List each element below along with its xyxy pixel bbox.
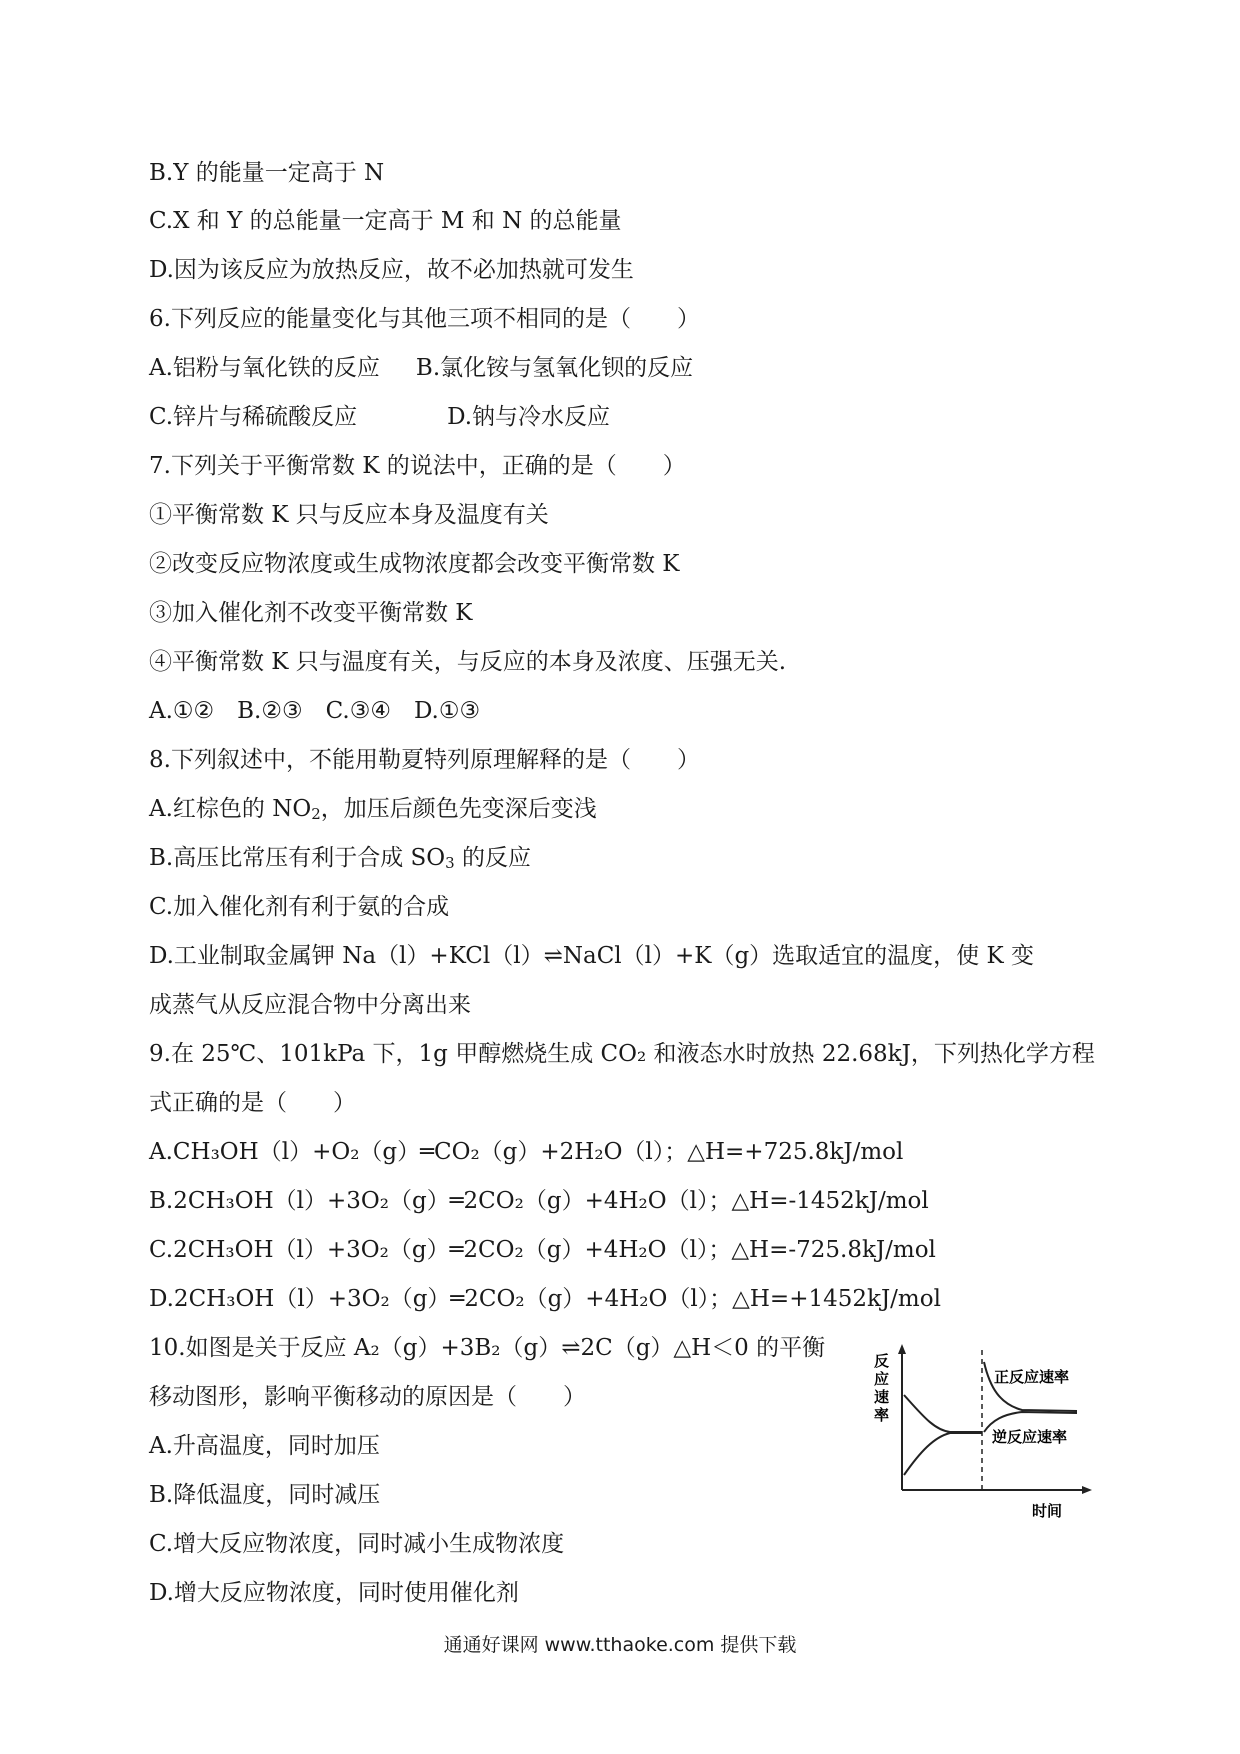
q6-option-a: A.铝粉与氧化铁的反应 <box>149 355 380 381</box>
q6-option-b: B.氯化铵与氢氧化钡的反应 <box>415 355 694 381</box>
q8-option-b <box>149 843 531 873</box>
q6-stem: 6.下列反应的能量变化与其他三项不相同的是（ ） <box>149 306 700 332</box>
q7-statement-2: ②改变反应物浓度或生成物浓度都会改变平衡常数 K <box>149 551 680 577</box>
q9-stem-line1: 9.在 25℃、101kPa 下，1g 甲醇燃烧生成 CO₂ 和液态水时放热 22.68kJ，下列热化学方程 <box>149 1041 1095 1067</box>
q9-stem-line2: 式正确的是（ ） <box>149 1090 356 1116</box>
reverse-rate-curve-before <box>904 1433 982 1475</box>
q7-statement-1: ①平衡常数 K 只与反应本身及温度有关 <box>149 502 549 528</box>
y-axis-arrow <box>898 1344 906 1354</box>
y-label-char-1: 反 <box>874 1352 890 1370</box>
q8-option-a <box>149 794 597 824</box>
q9-option-c: C.2CH₃OH（l）+3O₂（g）═2CO₂（g）+4H₂O（l）；△H=-725.8kJ/mol <box>149 1237 936 1263</box>
q8-option-a-pre: A.红棕色的 NO <box>149 796 312 822</box>
q6-options-ab <box>149 353 693 383</box>
q6-option-d: D.钠与冷水反应 <box>447 404 611 430</box>
q8-option-d-line1: D.工业制取金属钾 Na（l）+KCl（l）⇌NaCl（l）+K（g）选取适宜的温度，使 K 变 <box>149 943 1034 969</box>
x-label: 时间 <box>1032 1502 1063 1520</box>
q9-option-a: A.CH₃OH（l）+O₂（g）═CO₂（g）+2H₂O（l）；△H=+725.8kJ/mol <box>149 1139 904 1165</box>
q5-option-b: B.Y 的能量一定高于 N <box>149 160 385 186</box>
q10-option-d: D.增大反应物浓度，同时使用催化剂 <box>149 1580 519 1606</box>
y-label-char-4: 率 <box>874 1406 890 1424</box>
x-axis-arrow <box>1082 1486 1092 1494</box>
q5-option-c: C.X 和 Y 的总能量一定高于 M 和 N 的总能量 <box>149 208 622 234</box>
footer-credit: 通通好课网 www.tthaoke.com 提供下载 <box>443 1634 797 1656</box>
q10-option-b: B.降低温度，同时减压 <box>149 1482 381 1508</box>
q8-option-a-sub: 2 <box>311 805 321 823</box>
q8-option-b-pre: B.高压比常压有利于合成 SO <box>149 845 446 871</box>
forward-rate-label: 正反应速率 <box>994 1368 1070 1386</box>
q8-option-b-post: 的反应 <box>454 845 531 871</box>
q7-stem: 7.下列关于平衡常数 K 的说法中，正确的是（ ） <box>149 453 686 479</box>
q8-option-d-line2: 成蒸气从反应混合物中分离出来 <box>149 992 471 1018</box>
q8-option-b-sub: 3 <box>445 854 455 872</box>
rate-time-figure <box>872 1340 1102 1525</box>
q6-option-c: C.锌片与稀硫酸反应 <box>149 404 358 430</box>
q8-option-a-post: ，加压后颜色先变深后变浅 <box>320 796 597 822</box>
q7-statement-3: ③加入催化剂不改变平衡常数 K <box>149 600 473 626</box>
q9-option-d: D.2CH₃OH（l）+3O₂（g）═2CO₂（g）+4H₂O（l）；△H=+1452kJ/mol <box>149 1286 941 1312</box>
y-label-char-3: 速 <box>874 1388 890 1406</box>
q8-stem: 8.下列叙述中，不能用勒夏特列原理解释的是（ ） <box>149 747 700 773</box>
q10-option-a: A.升高温度，同时加压 <box>149 1433 380 1459</box>
q6-options-cd <box>149 402 610 432</box>
q7-options: A.①② B.②③ C.③④ D.①③ <box>149 698 481 724</box>
forward-rate-curve-before <box>904 1395 982 1432</box>
q8-option-c: C.加入催化剂有利于氨的合成 <box>149 894 450 920</box>
q10-stem-line1: 10.如图是关于反应 A₂（g）+3B₂（g）⇌2C（g）△H＜0 的平衡 <box>149 1335 826 1361</box>
q10-option-c: C.增大反应物浓度，同时减小生成物浓度 <box>149 1531 565 1557</box>
q10-stem-line2: 移动图形，影响平衡移动的原因是（ ） <box>149 1384 586 1410</box>
q7-statement-4: ④平衡常数 K 只与温度有关，与反应的本身及浓度、压强无关. <box>149 649 787 675</box>
q5-option-d: D.因为该反应为放热反应，故不必加热就可发生 <box>149 257 634 283</box>
q9-option-b: B.2CH₃OH（l）+3O₂（g）═2CO₂（g）+4H₂O（l）；△H=-1452kJ/mol <box>149 1188 929 1214</box>
reverse-rate-label: 逆反应速率 <box>992 1428 1068 1446</box>
y-label-char-2: 应 <box>874 1370 890 1388</box>
